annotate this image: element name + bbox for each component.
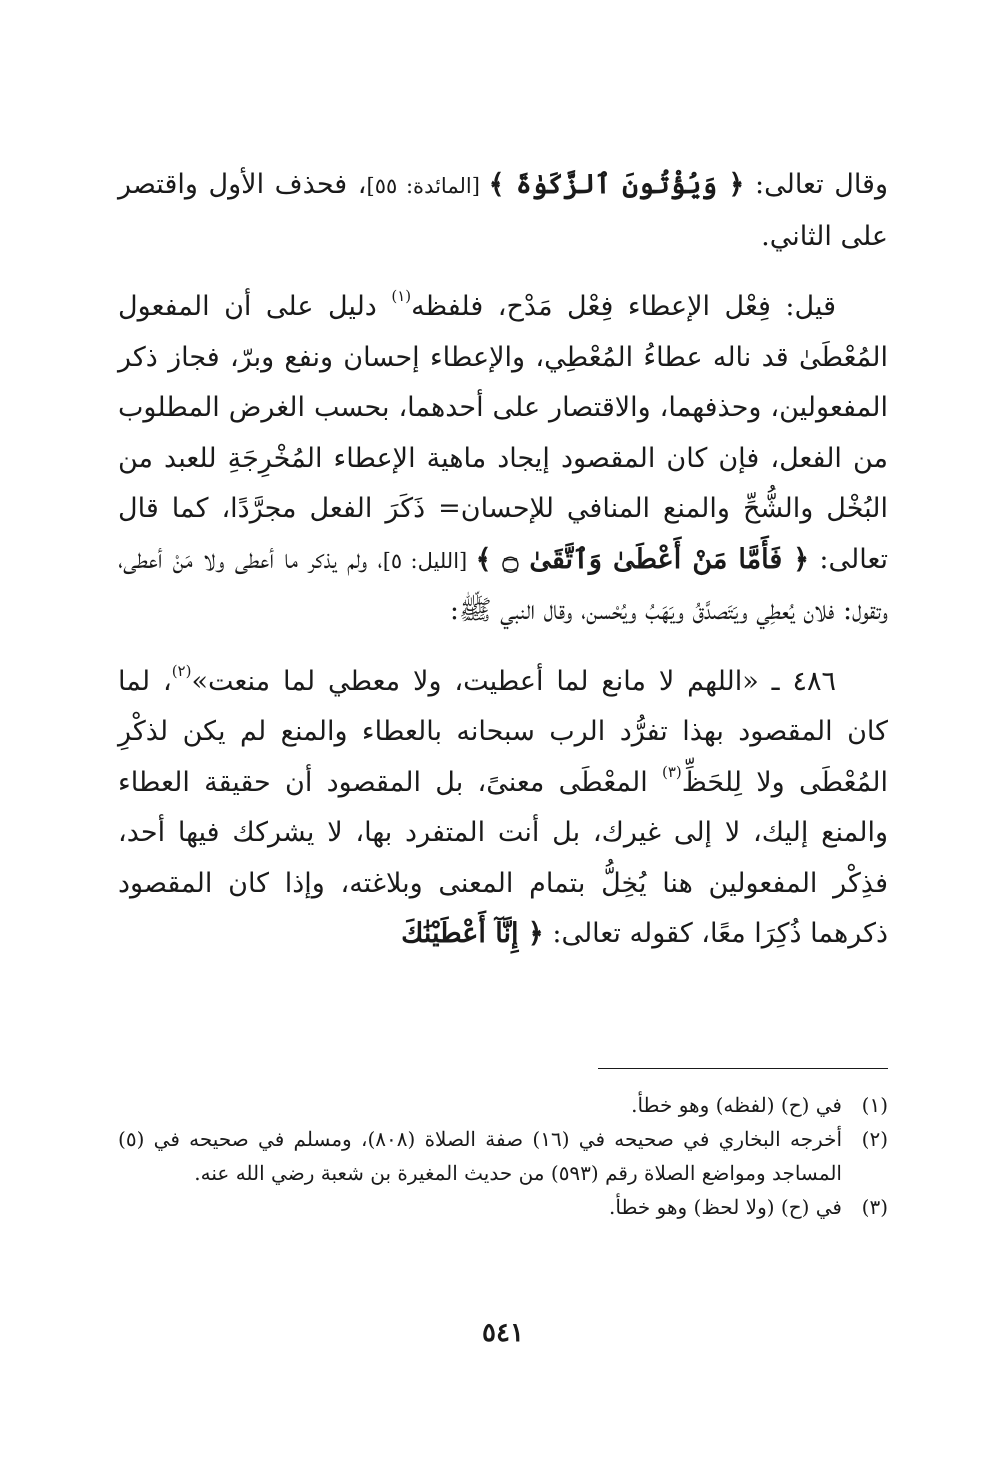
page-number: ٥٤١: [482, 1318, 524, 1348]
main-text: [118, 160, 888, 960]
quran-verse: ﴿ إِنَّآ أَعْطَيْنَٰكَ: [401, 918, 544, 949]
book-page: [118, 0, 888, 1480]
paragraph-1: [118, 160, 888, 262]
verse-reference: [المائدة: ٥٥]: [366, 174, 489, 198]
paragraph-3: [118, 657, 888, 960]
paragraph-spacer: [118, 262, 888, 282]
footnote-text: في (ح) (لفظه) وهو خطأ.: [631, 1093, 842, 1117]
quran-verse: ﴿ وَيُؤْتُونَ ٱلزَّكَوٰةَ ﴾: [488, 169, 745, 200]
text-segment: المعْطَى معنىً، بل المقصود أن حقيقة العطاء والمنع إليك، لا إلى غيرك، بل أنت المتفرد بها، لا يشركك فيها أحد، فذِكْر المفعولين هنا يُخِلُّ بتمام المعنى وبلاغته، وإذا كان المقصود ذكرهما ذُكِرَا معًا، كقوله تعالى:: [118, 766, 888, 949]
text-segment: ، ولم يذكر ما أعطى ولا مَنْ أعطى، وتقول: فلان يُعطِي ويَتَصدَّقُ ويَهَبُ ويُحْسن، وقال النبي ﷺ:: [118, 543, 888, 626]
footnote-number: (٣): [861, 1195, 888, 1219]
footnote-text: أخرجه البخاري في صحيحه في (١٦) صفة الصلاة (٨٠٨)، ومسلم في صحيحه في (٥) المساجد ومواضع الصلاة رقم (٥٩٣) من حديث المغيرة بن شعبة رضي الله عنه.: [118, 1127, 843, 1185]
text-segment: وقال تعالى:: [744, 169, 888, 200]
footnote-2: [118, 1122, 888, 1190]
footnote-1: [118, 1088, 888, 1122]
quran-verse: ﴿ فَأَمَّا مَنْ أَعْطَىٰ وَٱتَّقَىٰ ۝ ﴾: [475, 543, 810, 575]
verse-reference: [الليل: ٥]: [382, 548, 476, 573]
footnote-number: (١): [861, 1093, 888, 1117]
text-segment: ٤٨٦ ـ «اللهم لا مانع لما أعطيت، ولا معطي لما منعت»: [191, 665, 837, 697]
footnote-marker[interactable]: (٢): [171, 661, 192, 680]
text-segment: ، لما كان المقصود بهذا تفرُّد الرب سبحانه بالعطاء والمنع لم يكن لذكْرِ المُعْطَى ولا لِلحَظِّ: [118, 665, 889, 798]
footnote-marker[interactable]: (١): [391, 287, 412, 305]
paragraph-2: [118, 282, 888, 637]
footnote-3: [118, 1190, 888, 1224]
footnote-marker[interactable]: (٣): [661, 762, 682, 781]
paragraph-spacer: [118, 637, 888, 657]
text-segment: قيل: فِعْل الإعطاء فِعْل مَدْح، فلفظه: [411, 291, 836, 322]
text-segment: دليل على أن المفعول المُعْطَىٰ قد ناله عطاءُ المُعْطِي، والإعطاء إحسان ونفع وبرّ، فجاز ذكر المفعولين، وحذفهما، والاقتصار على أحدهما، بحسب الغرض المطلوب من الفعل، فإن كان المقصود إيجاد ماهية الإعطاء المُخْرِجَةِ للعبد من البُخْل والشُّحِّ والمنع المنافي للإحسان= ذَكَرَ الفعل مجرَّدًا، كما قال تعالى:: [118, 291, 888, 575]
footnote-divider: [598, 1068, 888, 1069]
footnote-number: (٢): [861, 1127, 888, 1151]
text-segment: ، فحذف الأول واقتصر على الثاني.: [118, 169, 888, 252]
footnotes-section: [118, 1088, 888, 1224]
footnote-text: في (ح) (ولا لحظ) وهو خطأ.: [609, 1195, 842, 1219]
